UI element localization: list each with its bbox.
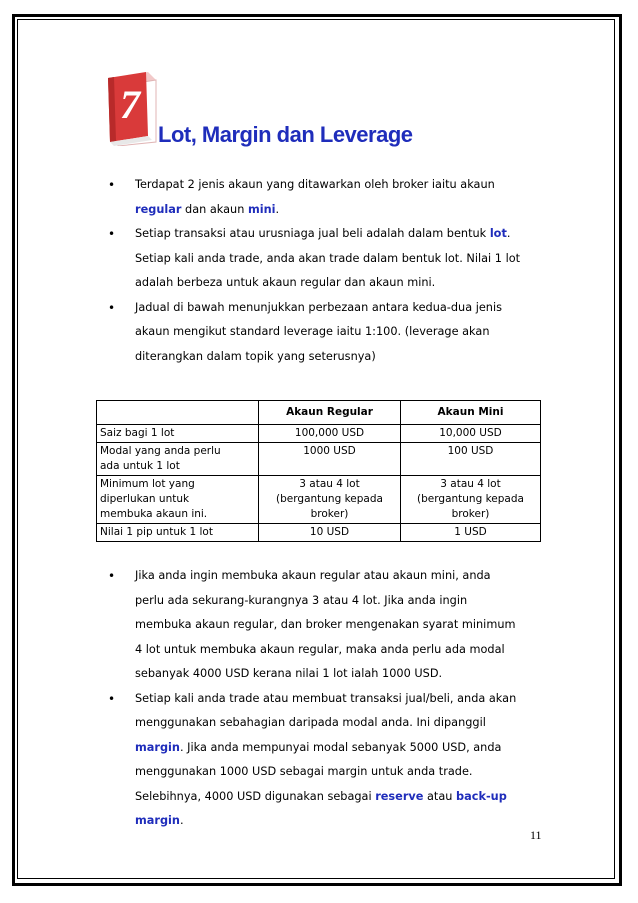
table-row bbox=[97, 425, 541, 443]
table-cell: 1000 USD bbox=[259, 443, 401, 476]
table-header-cell bbox=[97, 401, 259, 425]
bullet-line bbox=[135, 222, 538, 247]
table-row bbox=[97, 443, 541, 476]
text-segment: Selebihnya, 4000 USD digunakan sebagai bbox=[135, 789, 376, 803]
highlighted-term: regular bbox=[135, 202, 182, 216]
bullet-line bbox=[135, 785, 538, 810]
bullet-dot: • bbox=[108, 691, 116, 706]
table-cell: 3 atau 4 lot (bergantung kepada broker) bbox=[401, 476, 541, 524]
highlighted-term: margin bbox=[135, 740, 180, 754]
bullet-line bbox=[135, 589, 538, 614]
bullet-line bbox=[135, 760, 538, 785]
text-segment: menggunakan sebahagian daripada modal anda. Ini dipanggil bbox=[135, 716, 486, 729]
bullet-item bbox=[108, 173, 538, 222]
page-title: Lot, Margin dan Leverage bbox=[158, 122, 413, 147]
text-segment: . bbox=[275, 202, 280, 216]
table-cell: Modal yang anda perlu ada untuk 1 lot bbox=[97, 443, 259, 476]
highlighted-term: lot bbox=[489, 227, 507, 240]
text-segment: perlu ada sekurang-kurangnya 3 atau 4 lot. Jika anda ingin bbox=[135, 593, 468, 607]
text-segment: atau bbox=[423, 789, 457, 803]
table-cell: 10,000 USD bbox=[401, 425, 541, 443]
text-segment: membuka akaun regular, dan broker mengenakan syarat minimum bbox=[135, 618, 516, 631]
text-segment: akaun mengikut standard leverage iaitu 1:100. (leverage akan bbox=[135, 325, 490, 338]
bullet-line bbox=[135, 198, 538, 223]
table-cell: 3 atau 4 lot (bergantung kepada broker) bbox=[259, 476, 401, 524]
bullet-line bbox=[135, 638, 538, 663]
text-segment: sebanyak 4000 USD kerana nilai 1 lot ialah 1000 USD. bbox=[135, 667, 443, 680]
lot-comparison-table bbox=[96, 400, 541, 542]
text-segment: Jadual di bawah menunjukkan perbezaan antara kedua-dua jenis bbox=[135, 300, 502, 314]
page-number: 11 bbox=[530, 828, 542, 842]
bullet-line bbox=[135, 613, 538, 638]
bullet-item bbox=[108, 296, 538, 370]
bullet-line bbox=[135, 809, 538, 834]
text-segment: dan akaun bbox=[181, 202, 248, 216]
bullet-dot: • bbox=[108, 300, 116, 315]
table-cell: 10 USD bbox=[259, 524, 401, 542]
bullet-item bbox=[108, 687, 538, 834]
text-segment: adalah berbeza untuk akaun regular dan akaun mini. bbox=[135, 276, 436, 289]
bullet-line bbox=[135, 271, 538, 296]
table-cell: 1 USD bbox=[401, 524, 541, 542]
bullet-line bbox=[135, 345, 538, 370]
book-number-icon bbox=[104, 70, 162, 146]
highlighted-term: margin bbox=[135, 814, 180, 827]
bullet-dot: • bbox=[108, 227, 116, 241]
text-segment: menggunakan 1000 USD sebagai margin untuk anda trade. bbox=[135, 765, 473, 778]
bullet-line bbox=[135, 687, 538, 712]
table-row bbox=[97, 476, 541, 524]
highlighted-term: mini bbox=[247, 202, 276, 216]
bullet-dot: • bbox=[108, 178, 116, 192]
table-row bbox=[97, 524, 541, 542]
highlighted-term: back-up bbox=[456, 789, 507, 803]
text-segment: diterangkan dalam topik yang seterusnya) bbox=[135, 349, 376, 363]
bullet-item bbox=[108, 564, 538, 687]
table-header-cell: Akaun Regular bbox=[259, 401, 401, 425]
bullet-line bbox=[135, 173, 538, 198]
bullet-line bbox=[135, 296, 538, 321]
bullet-line bbox=[135, 247, 538, 272]
table-cell: Saiz bagi 1 lot bbox=[97, 425, 259, 443]
book-number: 7 bbox=[120, 82, 140, 127]
table-cell: Minimum lot yang diperlukan untuk membuka akaun ini. bbox=[97, 476, 259, 524]
highlighted-term: reserve bbox=[375, 789, 424, 803]
bullet-list-bottom bbox=[108, 564, 538, 834]
text-segment: Setiap kali anda trade, anda akan trade dalam bentuk lot. Nilai 1 lot bbox=[135, 251, 521, 265]
bullet-line bbox=[135, 564, 538, 589]
text-segment: Jika anda ingin membuka akaun regular atau akaun mini, anda bbox=[135, 569, 491, 582]
table-cell: Nilai 1 pip untuk 1 lot bbox=[97, 524, 259, 542]
bullet-dot: • bbox=[108, 569, 116, 583]
text-segment: Setiap kali anda trade atau membuat transaksi jual/beli, anda akan bbox=[135, 691, 517, 705]
bullet-line bbox=[135, 711, 538, 736]
text-segment: . bbox=[506, 227, 511, 240]
table-header-cell: Akaun Mini bbox=[401, 401, 541, 425]
bullet-item bbox=[108, 222, 538, 296]
table-cell: 100,000 USD bbox=[259, 425, 401, 443]
text-segment: . bbox=[179, 814, 184, 827]
table-cell: 100 USD bbox=[401, 443, 541, 476]
text-segment: 4 lot untuk membuka akaun regular, maka anda perlu ada modal bbox=[135, 642, 505, 656]
table-header-row bbox=[97, 401, 541, 425]
text-segment: . Jika anda mempunyai modal sebanyak 5000 USD, anda bbox=[179, 740, 502, 754]
bullet-line bbox=[135, 736, 538, 761]
bullet-line bbox=[135, 320, 538, 345]
bullet-line bbox=[135, 662, 538, 687]
text-segment: Setiap transaksi atau urusniaga jual beli adalah dalam bentuk bbox=[135, 227, 490, 240]
bullet-list-top bbox=[108, 173, 538, 369]
text-segment: Terdapat 2 jenis akaun yang ditawarkan oleh broker iaitu akaun bbox=[135, 178, 495, 191]
